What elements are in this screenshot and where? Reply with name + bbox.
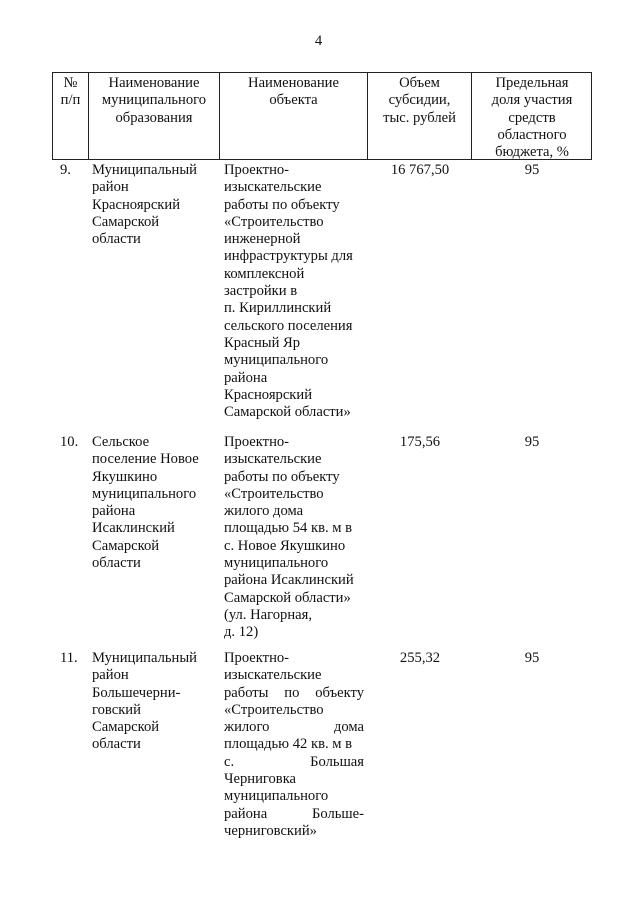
row-number: 10. <box>60 434 79 450</box>
municipality-name: Сельское поселение Новое Якушкино муниципального района Исаклинский Самарской области <box>92 434 199 572</box>
object-name: Проектно- изыскательские работы по объекту «Строительство инженерной инфраструктуры для комплексной застройки в п. Кириллинский сельского поселения Красный Яр муниципального района Красноярский Самарской области» <box>224 162 353 421</box>
page-number: 4 <box>314 33 323 49</box>
subsidy-amount: 255,32 <box>399 650 441 666</box>
table-header <box>52 72 592 160</box>
municipality-name: Муниципальный район Большечерни- говский Самарской области <box>92 650 197 753</box>
subsidy-amount: 175,56 <box>399 434 441 450</box>
header-municipality: Наименование муниципального образования <box>101 75 207 126</box>
row-number: 11. <box>60 650 78 666</box>
subsidy-amount: 16 767,50 <box>390 162 450 178</box>
header-subsidy: Объем субсидии, тыс. рублей <box>383 75 456 126</box>
row-number: 9. <box>60 162 71 178</box>
budget-share: 95 <box>524 650 540 666</box>
header-num: № п/п <box>60 75 81 109</box>
header-share: Предельная доля участия средств областного бюджета, % <box>491 75 573 161</box>
object-name: Проектно- изыскательские работы по объекту «Строительство жилого дома площадью 42 кв. м в с. Большая Черниговка муниципального района Больше- черниговский» <box>224 650 364 839</box>
budget-share: 95 <box>524 434 540 450</box>
municipality-name: Муниципальный район Красноярский Самарской области <box>92 162 197 248</box>
header-object: Наименование объекта <box>248 75 339 109</box>
budget-share: 95 <box>524 162 540 178</box>
object-name: Проектно- изыскательские работы по объекту «Строительство жилого дома площадью 54 кв. м в с. Новое Якушкино муниципального района Исаклинский Самарской области» (ул. Нагорная, д. 12) <box>224 434 354 641</box>
